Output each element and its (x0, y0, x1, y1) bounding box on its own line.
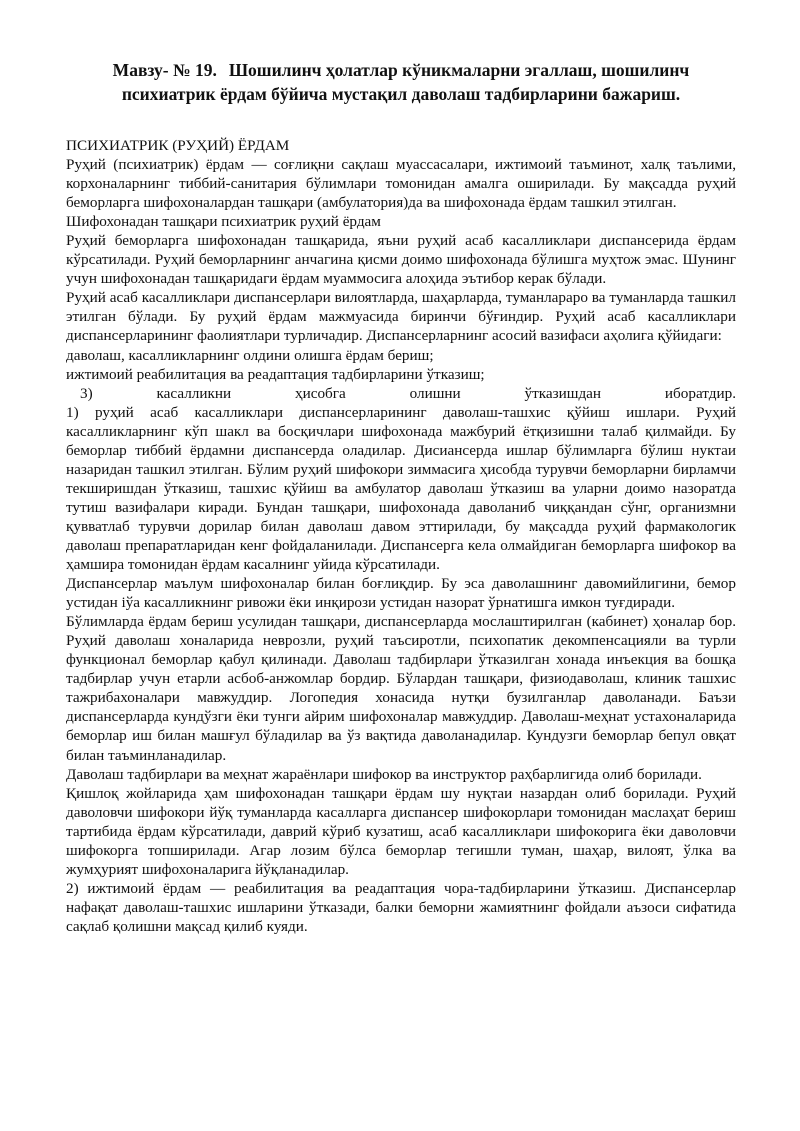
paragraph: 2) ижтимоий ёрдам — реабилитация ва реадаптация чора-тадбирларини ўтказиш. Диспансерлар нафақат даволаш-ташхис ишларини ўтказади, балки беморни жамиятнинг фойдали аъзоси сифатида сақлаб қолишни мақсад қилиб куяди. (66, 879, 736, 935)
list-item: даволаш, касалликларнинг олдини олишга ёрдам бериш; (66, 346, 434, 364)
title-line-1 (66, 58, 736, 82)
document-page (66, 58, 736, 936)
paragraph: Бўлимларда ёрдам бериш усулидан ташқари, диспансерларда мослаштирилган (кабинет) ҳоналар бор. Руҳий даволаш хоналарида неврозли, руҳий таъсиротли, психопатик декомпенсацияли ва турли функционал беморлар қабул қилинади. Даволаш тадбирлари ўтказилган хонада инъекция ва бошқа тадбирлар учун етарли асбоб-анжомлар бордир. Бўлардан ташқари, физиодаволаш, клиник ташхис тажрибахоналари мавжуддир. Логопедия хонасида нутқи бузилганлар даволанади. Баъзи диспансерларда кундўзги ёки тунги айрим шифохоналар мавжуддир. Даволаш-меҳнат устахоналарида беморлар иш билан машғул бўладилар ва ўз вақтида даволанадилар. Кундузги беморлар бепул овқат билан таъминланадилар. (66, 613, 736, 764)
subsection-heading: Шифохонадан ташқари психиатрик руҳий ёрдам (66, 213, 381, 231)
document-title (66, 58, 736, 106)
paragraph: Руҳий (психиатрик) ёрдам — соғлиқни сақлаш муассасалари, ижтимоий таъминот, халқ таълими, корхоналарнинг тиббий-санитария бўлимлари томонидан амалга оширилади. Бу мақсадда руҳий беморларга шифохоналардан ташқари (амбулатория)да ва шифохонада ёрдам ташкил этилган. (66, 156, 736, 212)
list-item: ижтимоий реабилитация ва реадаптация тадбирларини ўтказиш; (66, 365, 485, 383)
topic-number: Мавзу- № 19. (112, 60, 217, 80)
paragraph: Диспансерлар маълум шифохоналар билан боғлиқдир. Бу эса даволашнинг давомийлигини, бемор устидан іўа касалликнинг ривожи ёки инқирози устидан назорат ўрнатишга имкон туғдиради. (66, 575, 736, 612)
title-text-1: Шошилинч ҳолатлар кўникмаларни эгаллаш, шошилинч (228, 60, 690, 80)
paragraph: Руҳий беморларга шифохонадан ташқарида, яъни руҳий асаб касалликлари диспансерида ёрдам кўрсатилади. Руҳий беморларнинг анчагина қисми доимо шифохонада бўлишга муҳтож эмас. Шунинг учун шифохонадан ташқаридаги ёрдам муаммосига алоҳида эътибор керак бўлади. (66, 232, 736, 288)
paragraph: Даволаш тадбирлари ва меҳнат жараёнлари шифокор ва инструктор раҳбарлигида олиб борилади. (66, 765, 702, 783)
list-item: 3) касалликни ҳисобга олишни ўтказишдан иборатдир. (80, 384, 736, 402)
paragraph: 1) руҳий асаб касалликлари диспансерларининг даволаш-ташхис қўйиш ишлари. Руҳий касалликларнинг кўп шакл ва босқичлари шифохонада мажбурий ётқизишни талаб қилмайди. Бу беморлар тиббий ёрдамни диспансерда оладилар. Дисиансерда ишлар бўлимларга бўлиш нуктаи назаридан ташкил этилган. Бўлим руҳий шифокори зиммасига ҳисобда турувчи беморларни бирламчи текширишдан ўтказиш, ташхис қўйиш ва амбулатор даволаш ўтказиш ва уларни доимо назоратда тутиш вазифалари киради. Бундан ташқари, шифохонада даволаниб чиққандан сўнг, организмни қувватлаб турувчи дорилар билан даволаш давом эттирилади, бу мақсадда руҳий фармакологик даволаш препаратларидан кенг фойдаланилади. Диспансерга кела олмайдиган беморларга шифокор ва ҳамшира томонидан ёрдам касалнинг уйида кўрсатилади. (66, 403, 736, 574)
paragraph: Руҳий асаб касалликлари диспансерлари вилоятларда, шаҳарларда, туманлараро ва туманларда ташкил этилган бўлади. Бу руҳий ёрдам мажмуасида биринчи бўғиндир. Руҳий асаб касалликлари диспансерларининг фаолиятлари турличадир. Диспансерларнинг асосий вазифаси аҳолига қўйидаги: (66, 289, 736, 345)
title-line-2: психиатрик ёрдам бўйича мустақил даволаш тадбирларини бажариш. (121, 84, 681, 104)
section-heading: ПСИХИАТРИК (РУҲИЙ) ЁРДАМ (66, 137, 290, 154)
paragraph: Қишлоқ жойларида ҳам шифохонадан ташқари ёрдам шу нуқтаи назардан олиб борилади. Руҳий даволовчи шифокори йўқ туманларда касалларга диспансер шифокорлари томонидан маслаҳат бериш тартибида ёрдам кўрсатилади, даврий кўриб кузатиш, асаб касалликлари шифокорига ёки даволовчи шифокорга топширилади. Агар лозим бўлса беморлар тегишли туман, шаҳар, вилоят, ўлка ва жумҳурият шифохоналарига йўқланадилар. (66, 784, 736, 878)
